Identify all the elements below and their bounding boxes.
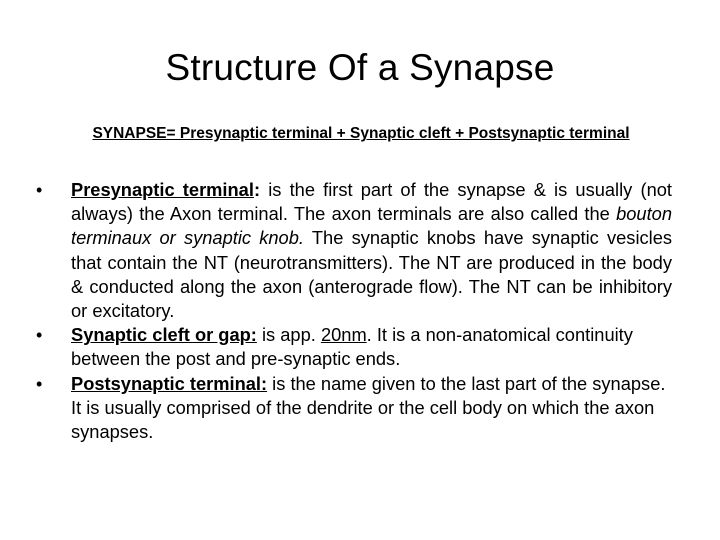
bullet-icon: • — [36, 180, 43, 200]
bullet-icon: • — [36, 373, 43, 394]
bullet-presynaptic-terminal — [36, 178, 672, 323]
bullet-icon: • — [36, 325, 43, 346]
bullet-text: is the first part of the synapse & is usually (not always) the Axon terminal. The axon terminals are also called the — [71, 179, 672, 225]
bullet-text: . It is a non-anatomical continuity between the post and pre-synaptic ends. — [71, 324, 633, 370]
synapse-equation: SYNAPSE= Presynaptic terminal + Synaptic cleft + Postsynaptic terminal — [92, 125, 630, 142]
italic-phrase: bouton terminaux or synaptic knob. — [71, 203, 672, 249]
term-colon: : — [253, 179, 261, 200]
bullet-text: The synaptic knobs have synaptic vesicles that contain the NT (neurotransmitters). The NT are produced in the body & conducted along the axon (anterograde flow). The NT can be inhibitory or excitatory. — [71, 227, 673, 322]
bullet-list — [36, 178, 672, 444]
bullet-synaptic-cleft — [36, 323, 672, 371]
term-postsynaptic-terminal: Postsynaptic terminal: — [71, 372, 268, 394]
term-synaptic-cleft: Synaptic cleft or gap: — [71, 324, 257, 346]
bullet-text: is the name given to the last part of the synapse. It is usually comprised of the dendrite or the cell body on which the axon synapses. — [71, 372, 666, 443]
slide-title: Structure Of a Synapse — [165, 47, 555, 88]
cleft-width-value: 20nm — [320, 324, 367, 346]
bullet-postsynaptic-terminal — [36, 372, 672, 445]
term-presynaptic-terminal: Presynaptic terminal — [71, 179, 254, 200]
bullet-text: is app. — [256, 324, 321, 346]
